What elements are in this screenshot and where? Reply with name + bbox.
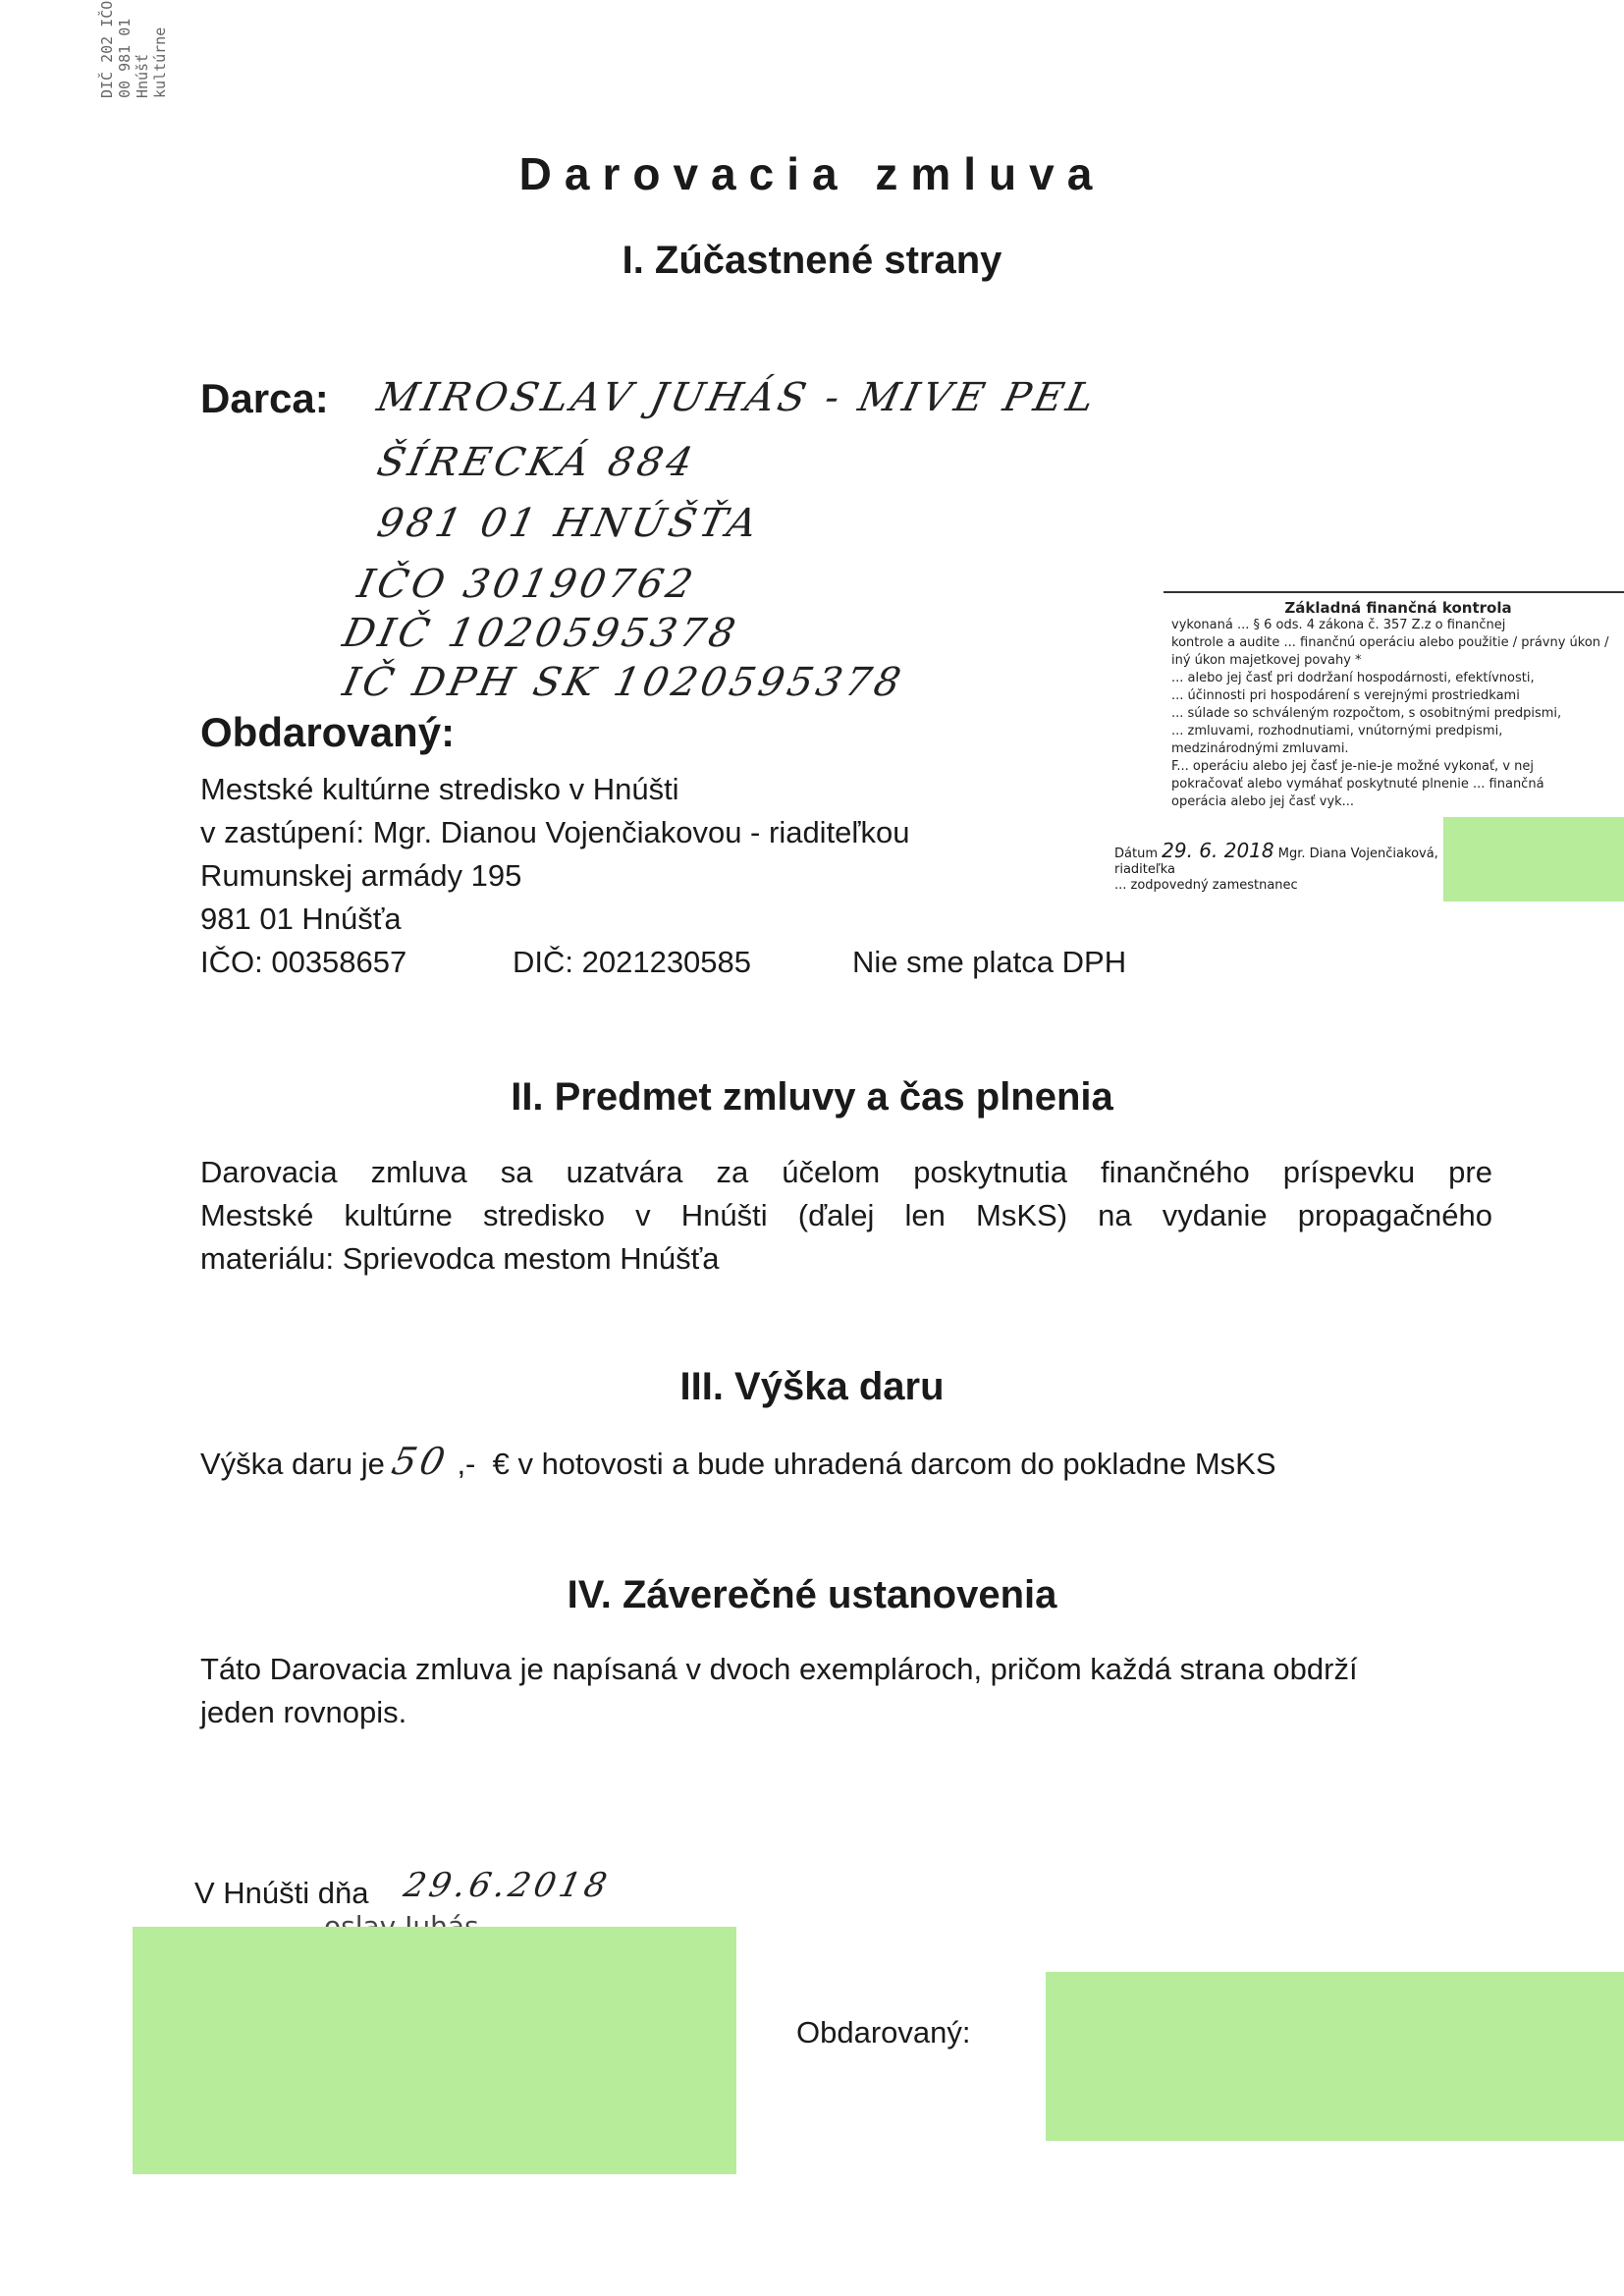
recipient-ico: IČO: 00358657 [200, 945, 407, 979]
stamp-line: ... účinnosti pri hospodárení s verejnými prostriedkami [1171, 688, 1520, 703]
stamp-line: operácia alebo jej časť vyk... [1171, 794, 1355, 809]
corner-stamp-text: DIČ 202 IČO 00 981 01 Hnúšť kultúrne [98, 0, 169, 98]
section2-line-3: materiálu: Sprievodca mestom Hnúšťa [200, 1241, 720, 1276]
donor-handwritten-line-1: MIROSLAV JUHÁS - MIVE PEL [373, 375, 1103, 420]
section3-text [200, 1440, 1276, 1486]
recipient-dic: DIČ: 2021230585 [513, 945, 752, 979]
section2-line-1: Darovacia zmluva sa uzatvára za účelom poskytnutia finančného príspevku pre [200, 1155, 1492, 1189]
place-date-label: V Hnúšti dňa [194, 1876, 369, 1910]
stamp-role: ... zodpovedný zamestnanec [1114, 878, 1298, 893]
recipient-dph-note: Nie sme platca DPH [852, 945, 1127, 979]
section1-heading: I. Zúčastnené strany [622, 239, 1002, 282]
stamp-title: Základná finančná kontrola [1284, 599, 1512, 617]
stamp-line: ... alebo jej časť pri dodržaní hospodárnosti, efektívnosti, [1171, 671, 1535, 685]
stamp-line: medzinárodnými zmluvami. [1171, 741, 1349, 756]
stamp-line: ... zmluvami, rozhodnutiami, vnútornými predpismi, [1171, 724, 1503, 738]
stamp-line: iný úkon majetkovej povahy * [1171, 653, 1362, 668]
donor-handwritten-line-4: IČO 30190762 [353, 562, 701, 607]
section4-heading: IV. Záverečné ustanovenia [567, 1573, 1057, 1616]
recipient-line-3: Rumunskej armády 195 [200, 858, 522, 893]
redaction-recipient-signature [1046, 1972, 1624, 2141]
redaction-donor-signature [133, 1927, 736, 2174]
donor-label: Darca: [200, 375, 329, 421]
stamp-date-block [1114, 839, 1438, 894]
section2-heading: II. Predmet zmluvy a čas plnenia [511, 1075, 1113, 1119]
stamp-date-prefix: Dátum [1114, 847, 1158, 861]
stamp-date: 29. 6. 2018 [1162, 839, 1274, 862]
donor-handwritten-line-5: DIČ 1020595378 [339, 611, 743, 656]
section3-heading: III. Výška daru [679, 1365, 945, 1408]
donor-handwritten-line-2: ŠÍRECKÁ 884 [373, 440, 701, 485]
stamp-person: Mgr. Diana Vojenčiaková, riaditeľka [1114, 847, 1438, 877]
stamp-line: F... operáciu alebo jej časť je-nie-je možné vykonať, v nej [1171, 759, 1534, 774]
redaction-stamp-signature [1443, 817, 1624, 902]
recipient-line-4: 981 01 Hnúšťa [200, 902, 402, 936]
financial-control-stamp [1164, 591, 1624, 823]
donor-handwritten-line-3: 981 01 HNÚŠŤA [373, 501, 765, 546]
document-title: Darovacia zmluva [518, 148, 1106, 199]
stamp-line: pokračovať alebo vymáhať poskytnuté plnenie ... finančná [1171, 777, 1544, 792]
section2-line-2: Mestské kultúrne stredisko v Hnúšti (ďalej len MsKS) na vydanie propagačného [200, 1198, 1492, 1232]
section4-line-2: jeden rovnopis. [200, 1695, 407, 1729]
amount-handwritten: 50 [388, 1440, 454, 1483]
recipient-signature-label: Obdarovaný: [796, 2015, 971, 2050]
recipient-line-2: v zastúpení: Mgr. Dianou Vojenčiakovou - riaditeľkou [200, 815, 910, 849]
stamp-line: vykonaná ... § 6 ods. 4 zákona č. 357 Z.z o finančnej [1171, 618, 1506, 632]
donor-handwritten-line-6: IČ DPH SK 1020595378 [339, 660, 909, 705]
place-date-handwritten: 29.6.2018 [400, 1866, 615, 1905]
amount-label: Výška daru je [200, 1447, 385, 1481]
recipient-label: Obdarovaný: [200, 709, 456, 755]
stamp-line: ... súlade so schváleným rozpočtom, s osobitnými predpismi, [1171, 706, 1562, 721]
amount-rest: ,- € v hotovosti a bude uhradená darcom do pokladne MsKS [457, 1447, 1276, 1481]
recipient-line-1: Mestské kultúrne stredisko v Hnúšti [200, 772, 679, 806]
section4-line-1: Táto Darovacia zmluva je napísaná v dvoch exemplároch, pričom každá strana obdrží [200, 1652, 1358, 1686]
stamp-line: kontrole a audite ... finančnú operáciu alebo použitie / právny úkon / [1171, 635, 1609, 650]
